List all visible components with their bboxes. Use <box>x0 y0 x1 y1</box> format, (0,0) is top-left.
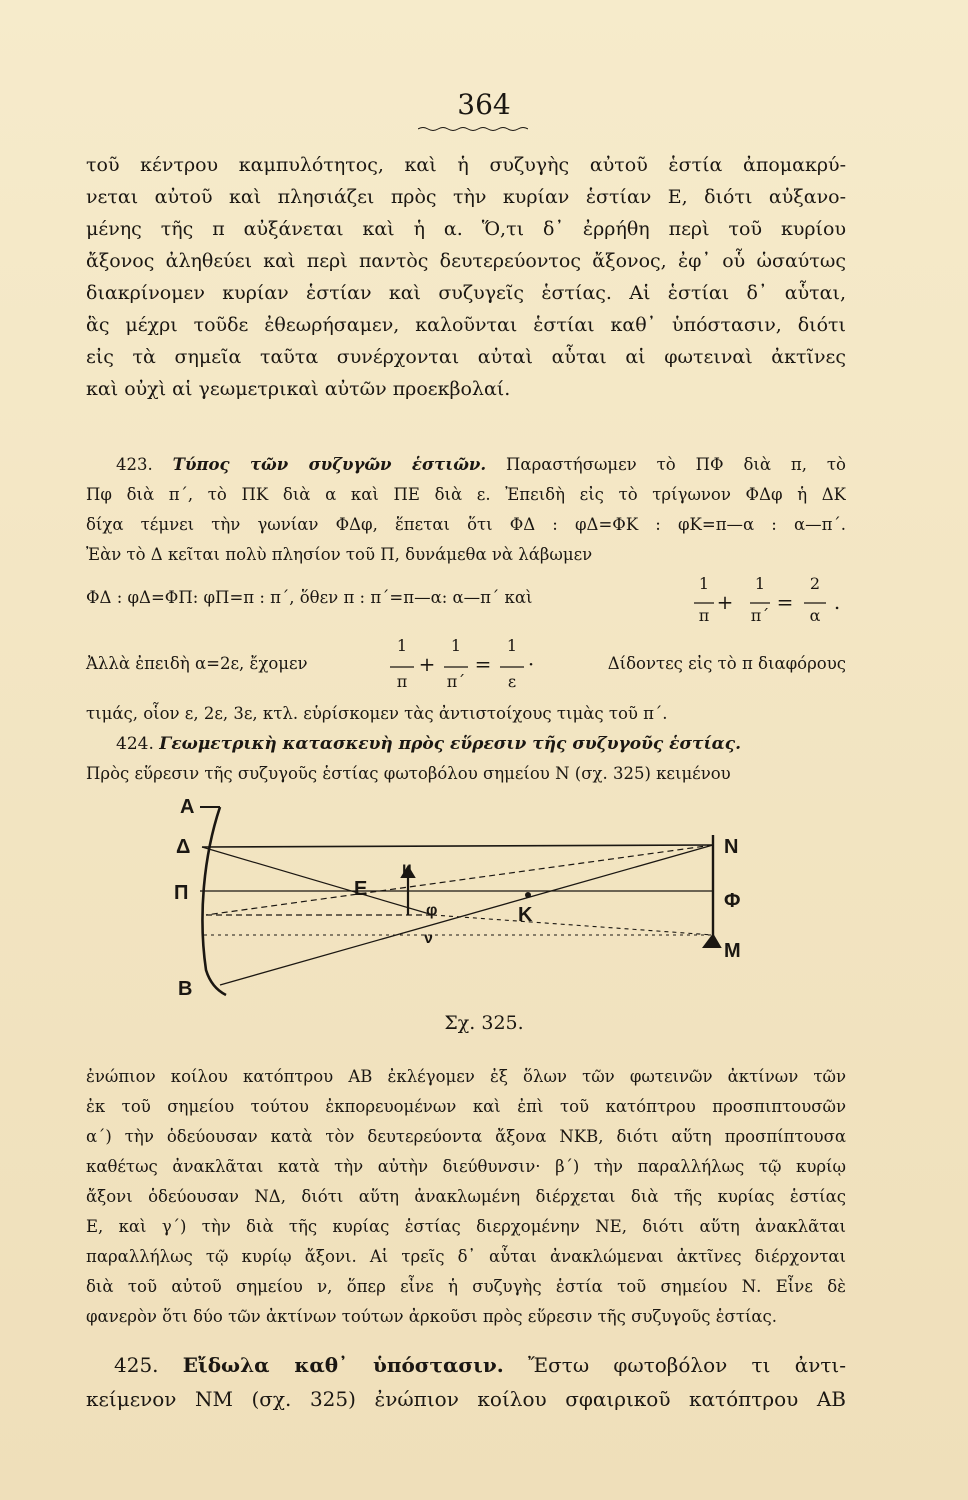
section-425 <box>86 1348 846 1418</box>
frac-numerator: 2 <box>809 574 821 593</box>
label-nu: ν <box>424 930 433 947</box>
text-line: διακρίνομεν κυρίαν ἑστίαν καὶ συζυγεῖς ἑστίας. Αἱ ἑστίαι δ᾽ αὗται, <box>86 282 846 304</box>
text-line: δίχα τέμνει τὴν γωνίαν ΦΔφ, ἕπεται ὅτι ΦΔ : φΔ=ΦΚ : φΚ=π—α : α—π΄. <box>86 515 846 534</box>
frac-numerator: 1 <box>396 636 408 655</box>
section-424-title: Γεωμετρικὴ κατασκευὴ πρὸς εὕρεσιν τῆς συζυγοῦς ἑστίας. <box>159 734 742 754</box>
equation-2-continuation: Δίδοντες εἰς τὸ π διαφόρους <box>607 654 846 673</box>
label-a: A <box>180 796 195 818</box>
frac-numerator: 1 <box>506 636 518 655</box>
page-number: 364 <box>457 88 511 121</box>
frac-numerator: 1 <box>754 574 766 593</box>
label-n: N <box>724 836 739 858</box>
label-phi-small: φ <box>426 902 438 919</box>
frac-denominator: π΄ <box>446 672 466 691</box>
text-line: ἃς μέχρι τοῦδε ἐθεωρήσαμεν, καλοῦνται ἑστίαι καθ᾽ ὑπόστασιν, διότι <box>86 314 846 336</box>
label-k: K <box>518 904 533 926</box>
section-423-number: 423. <box>116 455 153 474</box>
fraction-bars <box>386 664 530 670</box>
frac-denominator: π΄ <box>750 606 770 625</box>
text-line: κείμενον ΝΜ (σχ. 325) ἐνώπιον κοίλου σφαιρικοῦ κατόπτρου ΑΒ <box>86 1387 846 1411</box>
section-423 <box>86 450 846 570</box>
label-b: B <box>178 978 193 1000</box>
ray-ne-through-focus <box>206 845 713 915</box>
plus-sign: + <box>716 590 734 614</box>
text-span: Παραστήσωμεν τὸ ΠΦ διὰ π, τὸ <box>506 455 846 474</box>
label-phi: Φ <box>724 890 741 912</box>
frac-denominator: ε <box>507 672 517 691</box>
text-span: Ἔστω φωτοβόλον τι ἀντι- <box>527 1353 846 1377</box>
text-line: καὶ οὐχὶ αἱ γεωμετρικαὶ αὐτῶν προεκβολαί. <box>86 378 511 400</box>
text-line: Πρὸς εὕρεσιν τῆς συζυγοῦς ἑστίας φωτοβόλου σημείου Ν (σχ. 325) κειμένου <box>86 764 731 783</box>
label-m: M <box>724 940 741 962</box>
frac-denominator: α <box>809 606 821 625</box>
section-424-heading <box>116 734 741 754</box>
fraction-bars <box>690 600 840 606</box>
frac-denominator: π <box>698 606 710 625</box>
ray-parallel-nd <box>202 845 713 847</box>
section-425-number: 425. <box>114 1353 159 1377</box>
text-line: διὰ τοῦ αὐτοῦ σημείου ν, ὅπερ εἶνε ἡ συζυγὴς ἑστία τοῦ σημείου Ν. Εἶνε δὲ <box>86 1277 846 1296</box>
equals-sign: = <box>474 652 492 676</box>
label-pi: Π <box>174 882 189 904</box>
section-425-heading-line <box>114 1348 846 1382</box>
page-number-ornament <box>418 126 528 132</box>
text-line: ἄξονι ὁδεύουσαν ΝΔ, διότι αὕτη ἀνακλωμένη διέρχεται διὰ τῆς κυρίας ἑστίας <box>86 1187 846 1206</box>
text-line: Ε, καὶ γ΄) τὴν διὰ τῆς κυρίας ἑστίας διερχομένην ΝΕ, διότι αὕτη ἀνακλᾶται <box>86 1217 846 1236</box>
text-line: τιμάς, οἷον ε, 2ε, 3ε, κτλ. εὑρίσκομεν τὰς ἀντιστοίχους τιμὰς τοῦ π΄. <box>86 704 668 723</box>
text-line: εἰς τὰ σημεῖα ταῦτα συνέρχονται αὐταὶ αὗται αἱ φωτειναὶ ἀκτῖνες <box>86 346 846 368</box>
paragraph-construction <box>86 1062 846 1342</box>
text-line: α΄) τὴν ὁδεύουσαν κατὰ τὸν δευτερεύοντα ἄξονα ΝΚΒ, διότι αὕτη προσπίπτουσα <box>86 1127 846 1146</box>
text-line: τοῦ κέντρου καμπυλότητος, καὶ ἡ συζυγὴς αὐτοῦ ἑστία ἀπομακρύ- <box>86 154 846 176</box>
text-line: παραλλήλως τῷ κυρίῳ ἄξονι. Αἱ τρεῖς δ᾽ αὗται ἀνακλώμεναι ἀκτῖνες διέρχονται <box>86 1247 846 1266</box>
text-line: μένης τῆς π αὐξάνεται καὶ ἡ α. Ὅ,τι δ᾽ ἐρρήθη περὶ τοῦ κυρίου <box>86 218 846 240</box>
text-line: ἐνώπιον κοίλου κατόπτρου ΑΒ ἐκλέγομεν ἐξ ὅλων τῶν φωτεινῶν ἀκτίνων τῶν <box>86 1067 846 1086</box>
text-line: καθέτως ἀνακλᾶται κατὰ τὴν αὐτὴν διεύθυνσιν· β΄) τὴν παραλλήλως τῷ κυρίῳ <box>86 1157 846 1176</box>
frac-numerator: 1 <box>698 574 710 593</box>
text-line: Πφ διὰ π΄, τὸ ΠΚ διὰ α καὶ ΠΕ διὰ ε. Ἐπειδὴ εἰς τὸ τρίγωνον ΦΔφ ἡ ΔΚ <box>86 485 846 504</box>
equals-sign: = <box>776 590 794 614</box>
ray-reflected-de <box>202 847 433 915</box>
text-line: Ἐὰν τὸ Δ κεῖται πολὺ πλησίον τοῦ Π, δυνάμεθα νὰ λάβωμεν <box>86 545 593 564</box>
equation-line-1: ΦΔ : φΔ=ΦΠ: φΠ=π : π΄, ὅθεν π : π΄=π—α: α—π΄ καὶ <box>86 588 533 607</box>
section-424-number: 424. <box>116 734 154 754</box>
text-line: νεται αὐτοῦ καὶ πλησιάζει πρὸς τὴν κυρίαν ἑστίαν Ε, διότι αὐξανο- <box>86 186 846 208</box>
label-mu: μ <box>402 860 412 877</box>
text-line: ἄξονος ἀληθεύει καὶ περὶ παντὸς δευτερεύοντος ἄξονος, ἐφ᾽ οὗ ὡσαύτως <box>86 250 846 272</box>
equation-line-2: Ἀλλὰ ἐπειδὴ α=2ε, ἔχομεν <box>86 654 308 673</box>
period-mark: . <box>833 590 841 614</box>
figure-325-diagram <box>168 795 768 1005</box>
label-delta: Δ <box>176 836 191 858</box>
frac-denominator: π <box>396 672 408 691</box>
image-ray <box>433 915 713 935</box>
text-line: φανερὸν ὅτι δύο τῶν ἀκτίνων τούτων ἀρκοῦσι πρὸς εὕρεσιν τῆς συζυγοῦς ἑστίας. <box>86 1307 778 1326</box>
section-425-title: Εἴδωλα καθ᾽ ὑπόστασιν. <box>182 1353 504 1377</box>
section-423-title: Τύπος τῶν συζυγῶν ἑστιῶν. <box>172 455 487 474</box>
paragraph-intro <box>86 150 846 400</box>
label-e: E <box>354 878 368 900</box>
section-423-heading-line <box>116 450 846 480</box>
figure-caption: Σχ. 325. <box>444 1012 524 1034</box>
secondary-axis-nkb <box>220 845 713 985</box>
middle-dot: · <box>527 652 535 676</box>
text-line: ἐκ τοῦ σημείου τούτου ἐκπορευομένων καὶ ἐπὶ τοῦ κατόπτρου προσπιπτουσῶν <box>86 1097 846 1116</box>
point-k-marker <box>525 892 531 898</box>
frac-numerator: 1 <box>450 636 462 655</box>
object-arrow-head <box>704 935 720 947</box>
concave-mirror-ab <box>202 807 226 995</box>
plus-sign: + <box>418 652 436 676</box>
